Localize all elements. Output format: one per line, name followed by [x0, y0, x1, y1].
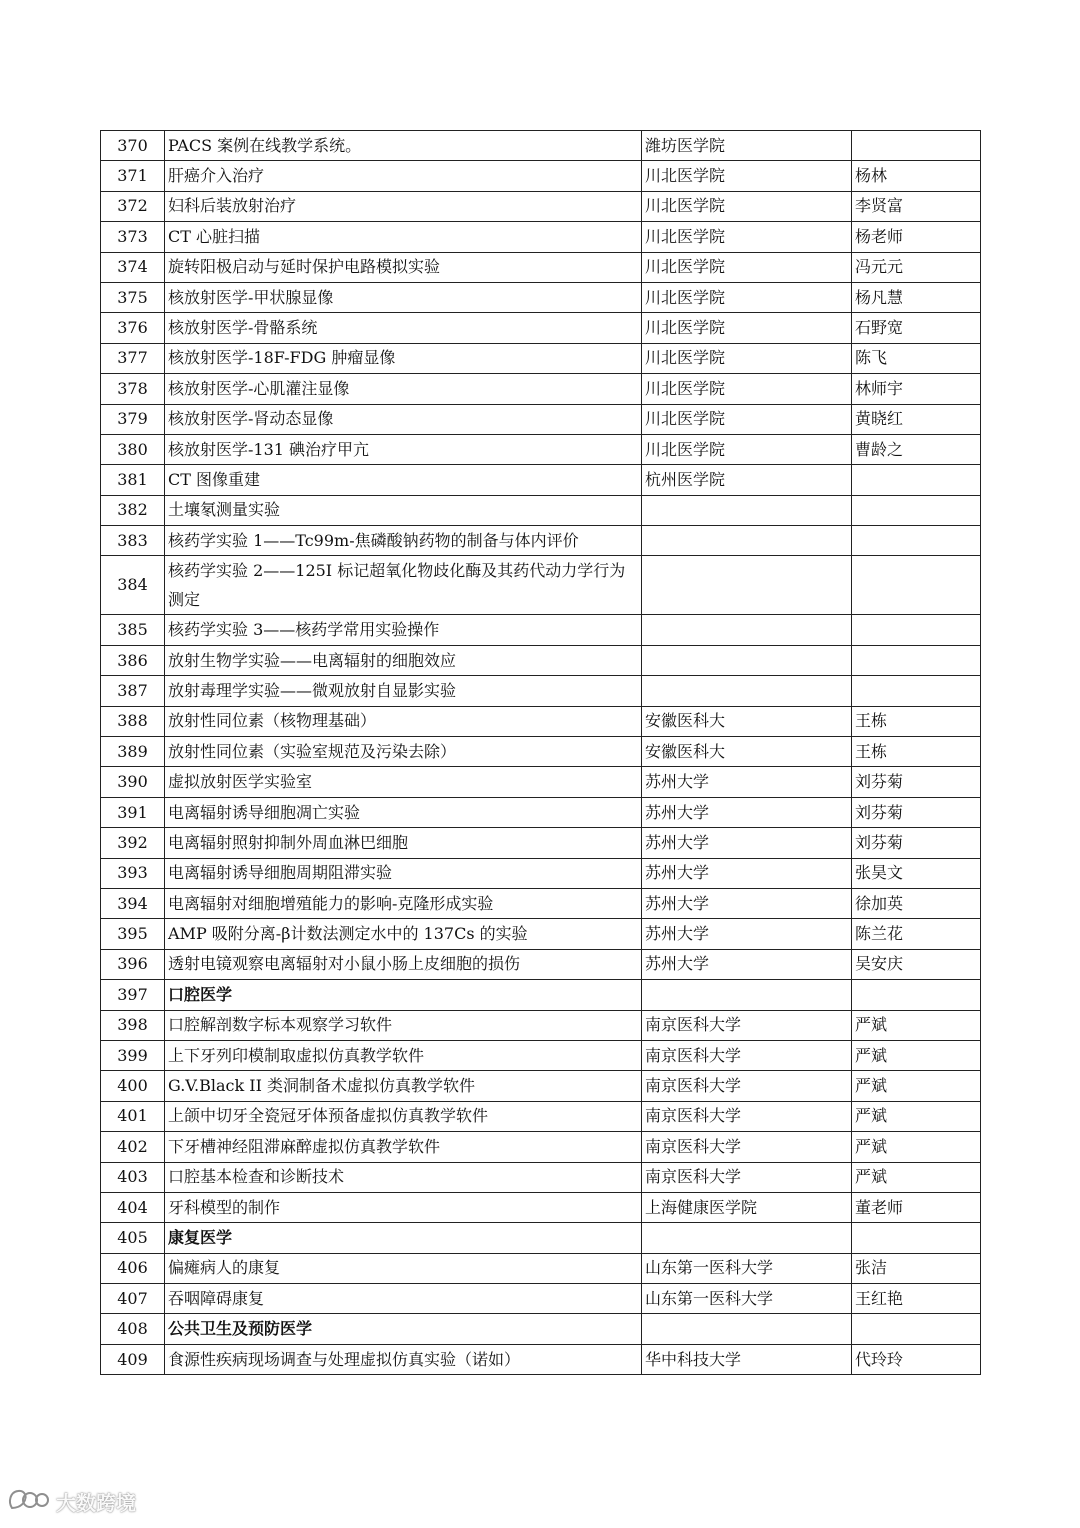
row-school-cell: [642, 526, 852, 556]
row-teacher-cell: 林师宇: [852, 374, 981, 404]
row-teacher-cell: 王栋: [852, 737, 981, 767]
row-title-cell: 核放射医学-肾动态显像: [165, 404, 642, 434]
row-teacher-cell: 严斌: [852, 1040, 981, 1070]
section-row: [101, 1314, 981, 1344]
row-school-cell: 苏州大学: [642, 888, 852, 918]
row-school-cell: 川北医学院: [642, 161, 852, 191]
table-row: [101, 282, 981, 312]
row-number-cell: 400: [101, 1071, 165, 1101]
row-title-cell: 核放射医学-18F-FDG 肿瘤显像: [165, 343, 642, 373]
table-row: [101, 1192, 981, 1222]
row-number-cell: 371: [101, 161, 165, 191]
row-teacher-cell: 曹龄之: [852, 434, 981, 464]
row-number-cell: 385: [101, 615, 165, 645]
table-row: [101, 1010, 981, 1040]
row-title-cell: 核放射医学-骨骼系统: [165, 313, 642, 343]
row-school-cell: [642, 980, 852, 1010]
row-title-cell: 核药学实验 3——核药学常用实验操作: [165, 615, 642, 645]
row-title-cell: 放射生物学实验——电离辐射的细胞效应: [165, 645, 642, 675]
row-teacher-cell: 石野宽: [852, 313, 981, 343]
row-number-cell: 381: [101, 465, 165, 495]
row-school-cell: 川北医学院: [642, 282, 852, 312]
row-title-cell: 公共卫生及预防医学: [165, 1314, 642, 1344]
table-row: [101, 888, 981, 918]
row-teacher-cell: 李贤富: [852, 191, 981, 221]
row-teacher-cell: 张洁: [852, 1253, 981, 1283]
row-number-cell: 389: [101, 737, 165, 767]
row-number-cell: 397: [101, 980, 165, 1010]
row-title-cell: 电离辐射对细胞增殖能力的影响-克隆形成实验: [165, 888, 642, 918]
row-school-cell: 南京医科大学: [642, 1101, 852, 1131]
row-school-cell: 川北医学院: [642, 434, 852, 464]
table-row: [101, 1040, 981, 1070]
table-row: [101, 1132, 981, 1162]
course-table-body: [101, 131, 981, 1375]
row-number-cell: 386: [101, 645, 165, 675]
row-teacher-cell: 杨凡慧: [852, 282, 981, 312]
row-number-cell: 395: [101, 919, 165, 949]
row-title-cell: 透射电镜观察电离辐射对小鼠小肠上皮细胞的损伤: [165, 949, 642, 979]
row-school-cell: 川北医学院: [642, 222, 852, 252]
table-row: [101, 222, 981, 252]
row-number-cell: 390: [101, 767, 165, 797]
row-school-cell: [642, 645, 852, 675]
row-number-cell: 383: [101, 526, 165, 556]
row-number-cell: 394: [101, 888, 165, 918]
row-title-cell: G.V.Black II 类洞制备术虚拟仿真教学软件: [165, 1071, 642, 1101]
table-row: [101, 404, 981, 434]
row-number-cell: 408: [101, 1314, 165, 1344]
row-school-cell: 华中科技大学: [642, 1344, 852, 1374]
row-title-cell: 妇科后装放射治疗: [165, 191, 642, 221]
row-teacher-cell: 刘芬菊: [852, 797, 981, 827]
row-teacher-cell: [852, 615, 981, 645]
row-school-cell: 川北医学院: [642, 404, 852, 434]
row-number-cell: 391: [101, 797, 165, 827]
row-title-cell: 吞咽障碍康复: [165, 1284, 642, 1314]
row-title-cell: 核药学实验 2——125I 标记超氧化物歧化酶及其药代动力学行为测定: [165, 556, 642, 615]
row-school-cell: 川北医学院: [642, 252, 852, 282]
row-teacher-cell: 杨老师: [852, 222, 981, 252]
table-row: [101, 645, 981, 675]
table-row: [101, 828, 981, 858]
row-title-cell: 口腔基本检查和诊断技术: [165, 1162, 642, 1192]
table-row: [101, 191, 981, 221]
table-row: [101, 313, 981, 343]
table-row: [101, 706, 981, 736]
row-school-cell: [642, 1314, 852, 1344]
row-teacher-cell: 陈飞: [852, 343, 981, 373]
row-school-cell: 苏州大学: [642, 797, 852, 827]
row-teacher-cell: 张昊文: [852, 858, 981, 888]
row-school-cell: 上海健康医学院: [642, 1192, 852, 1222]
row-title-cell: 核药学实验 1——Tc99m-焦磷酸钠药物的制备与体内评价: [165, 526, 642, 556]
row-school-cell: [642, 615, 852, 645]
row-teacher-cell: [852, 495, 981, 525]
section-row: [101, 1223, 981, 1253]
table-row: [101, 556, 981, 615]
row-title-cell: CT 图像重建: [165, 465, 642, 495]
row-school-cell: 安徽医科大: [642, 737, 852, 767]
table-row: [101, 797, 981, 827]
watermark: [6, 1486, 136, 1516]
row-title-cell: 虚拟放射医学实验室: [165, 767, 642, 797]
row-school-cell: [642, 1223, 852, 1253]
row-title-cell: 食源性疾病现场调查与处理虚拟仿真实验（诺如）: [165, 1344, 642, 1374]
table-row: [101, 161, 981, 191]
row-school-cell: 川北医学院: [642, 313, 852, 343]
row-title-cell: 牙科模型的制作: [165, 1192, 642, 1222]
row-number-cell: 378: [101, 374, 165, 404]
row-school-cell: [642, 495, 852, 525]
table-row: [101, 767, 981, 797]
row-number-cell: 388: [101, 706, 165, 736]
row-school-cell: 南京医科大学: [642, 1162, 852, 1192]
row-teacher-cell: 陈兰花: [852, 919, 981, 949]
row-number-cell: 376: [101, 313, 165, 343]
table-row: [101, 434, 981, 464]
row-title-cell: 放射性同位素（核物理基础）: [165, 706, 642, 736]
row-school-cell: 川北医学院: [642, 374, 852, 404]
row-teacher-cell: [852, 1223, 981, 1253]
row-school-cell: 南京医科大学: [642, 1040, 852, 1070]
row-title-cell: 肝癌介入治疗: [165, 161, 642, 191]
row-title-cell: 放射性同位素（实验室规范及污染去除）: [165, 737, 642, 767]
row-teacher-cell: 刘芬菊: [852, 828, 981, 858]
row-teacher-cell: 严斌: [852, 1071, 981, 1101]
row-school-cell: 苏州大学: [642, 828, 852, 858]
table-row: [101, 858, 981, 888]
row-teacher-cell: 冯元元: [852, 252, 981, 282]
row-number-cell: 372: [101, 191, 165, 221]
row-number-cell: 380: [101, 434, 165, 464]
row-school-cell: 川北医学院: [642, 343, 852, 373]
table-row: [101, 465, 981, 495]
row-number-cell: 387: [101, 676, 165, 706]
row-school-cell: 南京医科大学: [642, 1071, 852, 1101]
row-title-cell: 上下牙列印模制取虚拟仿真教学软件: [165, 1040, 642, 1070]
table-row: [101, 343, 981, 373]
row-title-cell: PACS 案例在线教学系统。: [165, 131, 642, 161]
row-teacher-cell: 王栋: [852, 706, 981, 736]
row-number-cell: 379: [101, 404, 165, 434]
row-teacher-cell: 严斌: [852, 1010, 981, 1040]
row-title-cell: AMP 吸附分离-β计数法测定水中的 137Cs 的实验: [165, 919, 642, 949]
row-title-cell: 上颌中切牙全瓷冠牙体预备虚拟仿真教学软件: [165, 1101, 642, 1131]
table-row: [101, 252, 981, 282]
row-school-cell: [642, 556, 852, 615]
row-school-cell: 苏州大学: [642, 767, 852, 797]
row-teacher-cell: [852, 556, 981, 615]
table-row: [101, 131, 981, 161]
row-title-cell: 电离辐射诱导细胞凋亡实验: [165, 797, 642, 827]
row-teacher-cell: [852, 465, 981, 495]
table-row: [101, 1071, 981, 1101]
row-number-cell: 374: [101, 252, 165, 282]
table-row: [101, 1101, 981, 1131]
row-title-cell: CT 心脏扫描: [165, 222, 642, 252]
row-number-cell: 405: [101, 1223, 165, 1253]
row-teacher-cell: 王红艳: [852, 1284, 981, 1314]
row-title-cell: 旋转阳极启动与延时保护电路模拟实验: [165, 252, 642, 282]
row-school-cell: 山东第一医科大学: [642, 1253, 852, 1283]
row-school-cell: 安徽医科大: [642, 706, 852, 736]
row-title-cell: 口腔医学: [165, 980, 642, 1010]
table-row: [101, 1253, 981, 1283]
row-teacher-cell: 黄晓红: [852, 404, 981, 434]
row-number-cell: 401: [101, 1101, 165, 1131]
row-school-cell: 潍坊医学院: [642, 131, 852, 161]
row-number-cell: 375: [101, 282, 165, 312]
row-number-cell: 384: [101, 556, 165, 615]
row-teacher-cell: 代玲玲: [852, 1344, 981, 1374]
row-teacher-cell: [852, 980, 981, 1010]
row-school-cell: 南京医科大学: [642, 1132, 852, 1162]
course-table: [100, 130, 981, 1375]
row-title-cell: 电离辐射照射抑制外周血淋巴细胞: [165, 828, 642, 858]
row-teacher-cell: 徐加英: [852, 888, 981, 918]
row-title-cell: 康复医学: [165, 1223, 642, 1253]
row-title-cell: 口腔解剖数字标本观察学习软件: [165, 1010, 642, 1040]
table-row: [101, 1344, 981, 1374]
row-teacher-cell: 严斌: [852, 1162, 981, 1192]
row-school-cell: 苏州大学: [642, 949, 852, 979]
row-school-cell: 杭州医学院: [642, 465, 852, 495]
row-title-cell: 核放射医学-131 碘治疗甲亢: [165, 434, 642, 464]
row-teacher-cell: 董老师: [852, 1192, 981, 1222]
table-row: [101, 919, 981, 949]
row-school-cell: 苏州大学: [642, 858, 852, 888]
table-row: [101, 374, 981, 404]
row-title-cell: 电离辐射诱导细胞周期阻滞实验: [165, 858, 642, 888]
row-teacher-cell: [852, 676, 981, 706]
row-number-cell: 402: [101, 1132, 165, 1162]
row-number-cell: 409: [101, 1344, 165, 1374]
row-number-cell: 373: [101, 222, 165, 252]
row-title-cell: 下牙槽神经阻滞麻醉虚拟仿真教学软件: [165, 1132, 642, 1162]
row-teacher-cell: 严斌: [852, 1101, 981, 1131]
row-number-cell: 396: [101, 949, 165, 979]
row-teacher-cell: 杨林: [852, 161, 981, 191]
row-number-cell: 377: [101, 343, 165, 373]
table-row: [101, 1162, 981, 1192]
watermark-logo-icon: [6, 1486, 50, 1516]
row-teacher-cell: [852, 131, 981, 161]
row-number-cell: 382: [101, 495, 165, 525]
row-title-cell: 土壤氡测量实验: [165, 495, 642, 525]
table-row: [101, 495, 981, 525]
row-number-cell: 407: [101, 1284, 165, 1314]
row-number-cell: 399: [101, 1040, 165, 1070]
table-row: [101, 526, 981, 556]
table-row: [101, 1284, 981, 1314]
row-teacher-cell: 严斌: [852, 1132, 981, 1162]
row-number-cell: 398: [101, 1010, 165, 1040]
row-number-cell: 370: [101, 131, 165, 161]
row-title-cell: 核放射医学-心肌灌注显像: [165, 374, 642, 404]
row-number-cell: 406: [101, 1253, 165, 1283]
row-title-cell: 偏瘫病人的康复: [165, 1253, 642, 1283]
section-row: [101, 980, 981, 1010]
row-school-cell: 苏州大学: [642, 919, 852, 949]
row-school-cell: [642, 676, 852, 706]
row-number-cell: 392: [101, 828, 165, 858]
table-row: [101, 676, 981, 706]
watermark-text: 大数跨境: [56, 1490, 136, 1515]
row-school-cell: 山东第一医科大学: [642, 1284, 852, 1314]
table-row: [101, 615, 981, 645]
row-title-cell: 放射毒理学实验——微观放射自显影实验: [165, 676, 642, 706]
row-teacher-cell: [852, 645, 981, 675]
table-row: [101, 737, 981, 767]
row-school-cell: 川北医学院: [642, 191, 852, 221]
row-teacher-cell: [852, 526, 981, 556]
row-number-cell: 403: [101, 1162, 165, 1192]
row-number-cell: 404: [101, 1192, 165, 1222]
row-title-cell: 核放射医学-甲状腺显像: [165, 282, 642, 312]
row-school-cell: 南京医科大学: [642, 1010, 852, 1040]
row-teacher-cell: [852, 1314, 981, 1344]
row-teacher-cell: 刘芬菊: [852, 767, 981, 797]
row-teacher-cell: 吴安庆: [852, 949, 981, 979]
row-number-cell: 393: [101, 858, 165, 888]
table-row: [101, 949, 981, 979]
